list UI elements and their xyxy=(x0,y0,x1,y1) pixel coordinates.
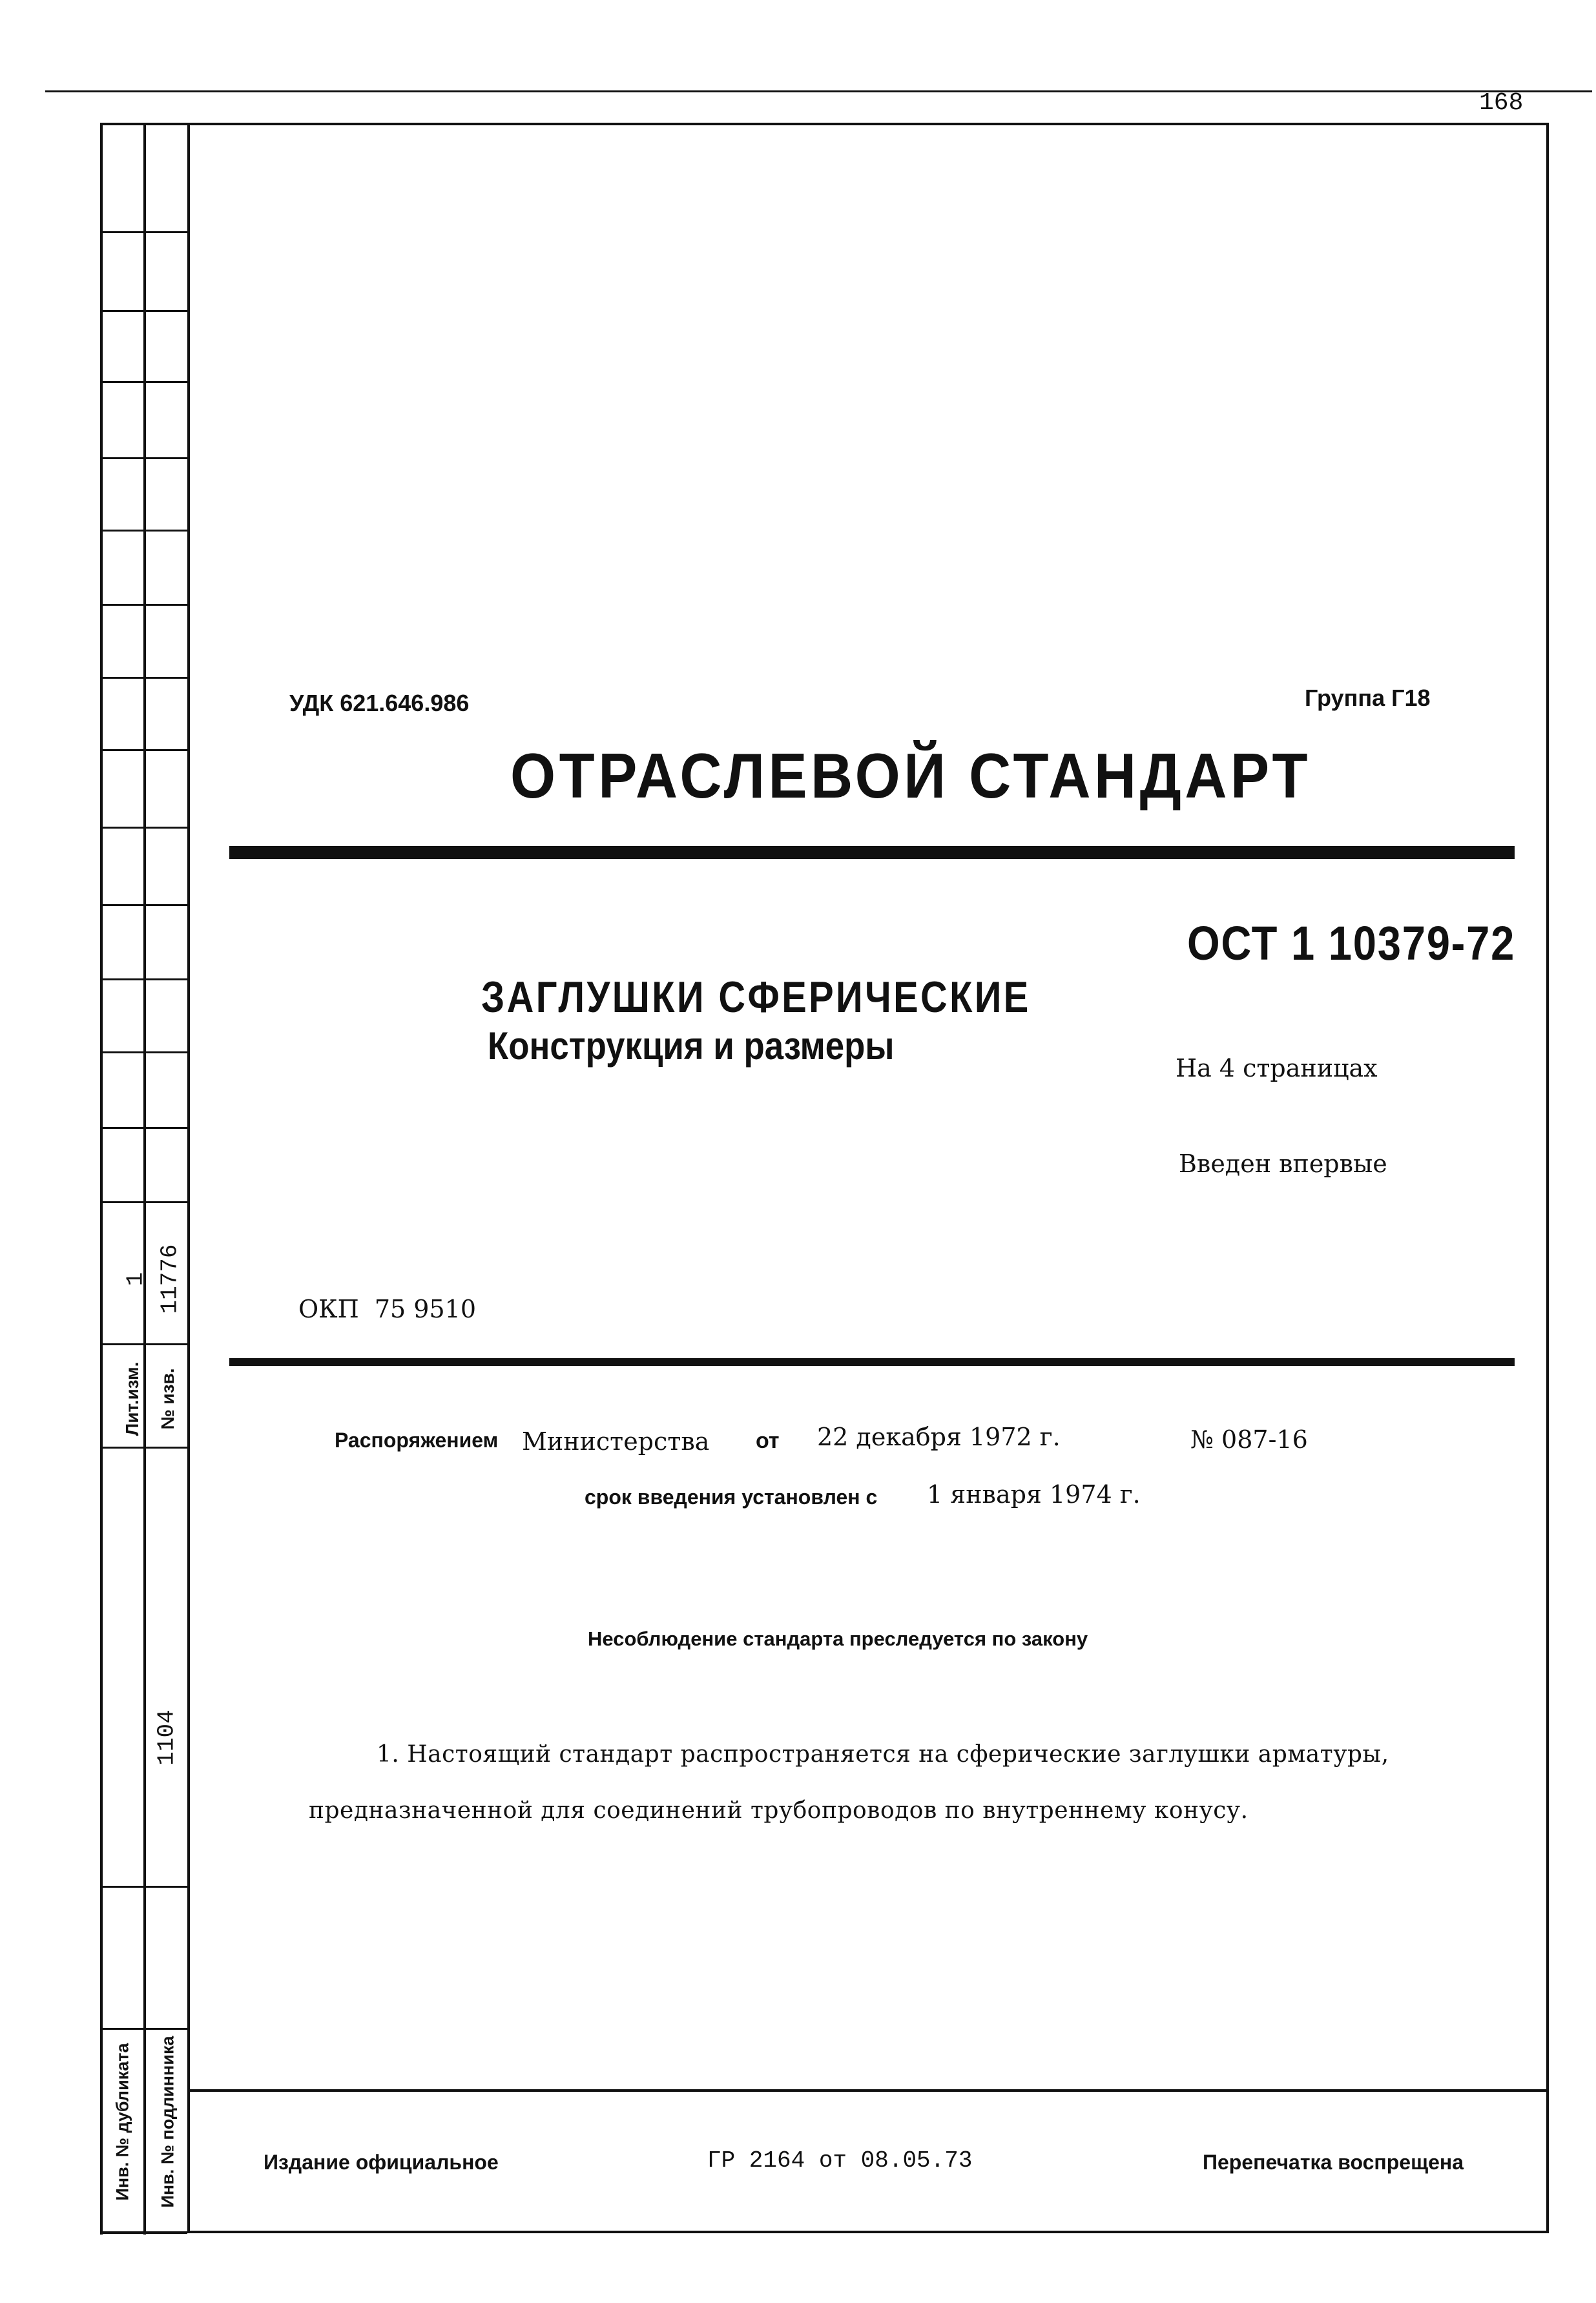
stamp-divider xyxy=(100,677,187,679)
stamp-divider xyxy=(100,827,187,829)
order-number: № 087-16 xyxy=(1190,1425,1308,1454)
stamp-inv-orig-label: Инв. № подлинника xyxy=(158,2036,178,2208)
header-title: ОТРАСЛЕВОЙ СТАНДАРТ xyxy=(510,740,1312,811)
doc-title: ЗАГЛУШКИ СФЕРИЧЕСКИЕ xyxy=(481,973,1031,1022)
stamp-divider xyxy=(100,604,187,606)
footer-center: ГР 2164 от 08.05.73 xyxy=(707,2147,973,2174)
stamp-izv-value: 11776 xyxy=(156,1244,183,1314)
footer-rule xyxy=(187,2089,1546,2092)
stamp-divider xyxy=(100,1051,187,1053)
stamp-lit-label: Лит.изм. xyxy=(122,1361,142,1436)
pages-note: На 4 страницах xyxy=(1176,1054,1378,1082)
stamp-divider xyxy=(100,530,187,532)
stamp-bottom xyxy=(100,2231,187,2234)
effective-date: 1 января 1974 г. xyxy=(927,1480,1141,1509)
doc-subtitle: Конструкция и размеры xyxy=(488,1024,895,1068)
stamp-divider xyxy=(100,231,187,233)
stamp-divider xyxy=(100,381,187,383)
stamp-divider xyxy=(100,904,187,906)
order-ministry: Министерства xyxy=(522,1427,710,1456)
group-code: Группа Г18 xyxy=(1305,685,1431,711)
top-rule xyxy=(45,90,1592,92)
stamp-top xyxy=(100,123,187,125)
stamp-col-line-2 xyxy=(143,123,146,2235)
stamp-divider xyxy=(100,1886,187,1888)
stamp-divider xyxy=(100,1343,187,1345)
stamp-inv-dup-label: Инв. № дубликата xyxy=(112,2043,132,2201)
introduced-note: Введен впервые xyxy=(1179,1150,1387,1178)
thick-rule-bottom xyxy=(229,1358,1515,1366)
stamp-col-line-1 xyxy=(100,123,103,2235)
stamp-lit-value: 1 xyxy=(122,1272,149,1286)
page-frame xyxy=(187,123,1549,2233)
stamp-divider xyxy=(100,1201,187,1203)
paragraph-1-line-2: предназначенной для соединений трубопроводов по внутреннему конусу. xyxy=(309,1797,1249,1824)
standard-number: ОСТ 1 10379-72 xyxy=(1187,916,1516,970)
stamp-divider xyxy=(100,310,187,312)
footer-left: Издание официальное xyxy=(264,2151,499,2174)
order-label: Распоряжением xyxy=(335,1429,499,1452)
thick-rule-top xyxy=(229,846,1515,859)
effective-label: срок введения установлен с xyxy=(585,1485,878,1509)
paragraph-1-line-1: 1. Настоящий стандарт распространяется на сферические заглушки арматуры, xyxy=(377,1741,1389,1768)
stamp-izv-label: № изв. xyxy=(158,1368,178,1430)
legal-warning: Несоблюдение стандарта преследуется по закону xyxy=(588,1627,1088,1650)
page-number: 168 xyxy=(1479,89,1524,117)
footer-right: Перепечатка воспрещена xyxy=(1203,2151,1464,2174)
stamp-divider xyxy=(100,749,187,751)
stamp-divider xyxy=(100,1127,187,1129)
okp-code: ОКП 75 9510 xyxy=(298,1295,476,1323)
order-date: 22 декабря 1972 г. xyxy=(817,1423,1061,1451)
stamp-divider xyxy=(100,1447,187,1449)
order-from: от xyxy=(756,1429,780,1453)
udk-code: УДК 621.646.986 xyxy=(289,690,470,716)
stamp-divider xyxy=(100,978,187,980)
stamp-divider xyxy=(100,457,187,459)
stamp-inv-value: 1104 xyxy=(153,1709,180,1766)
